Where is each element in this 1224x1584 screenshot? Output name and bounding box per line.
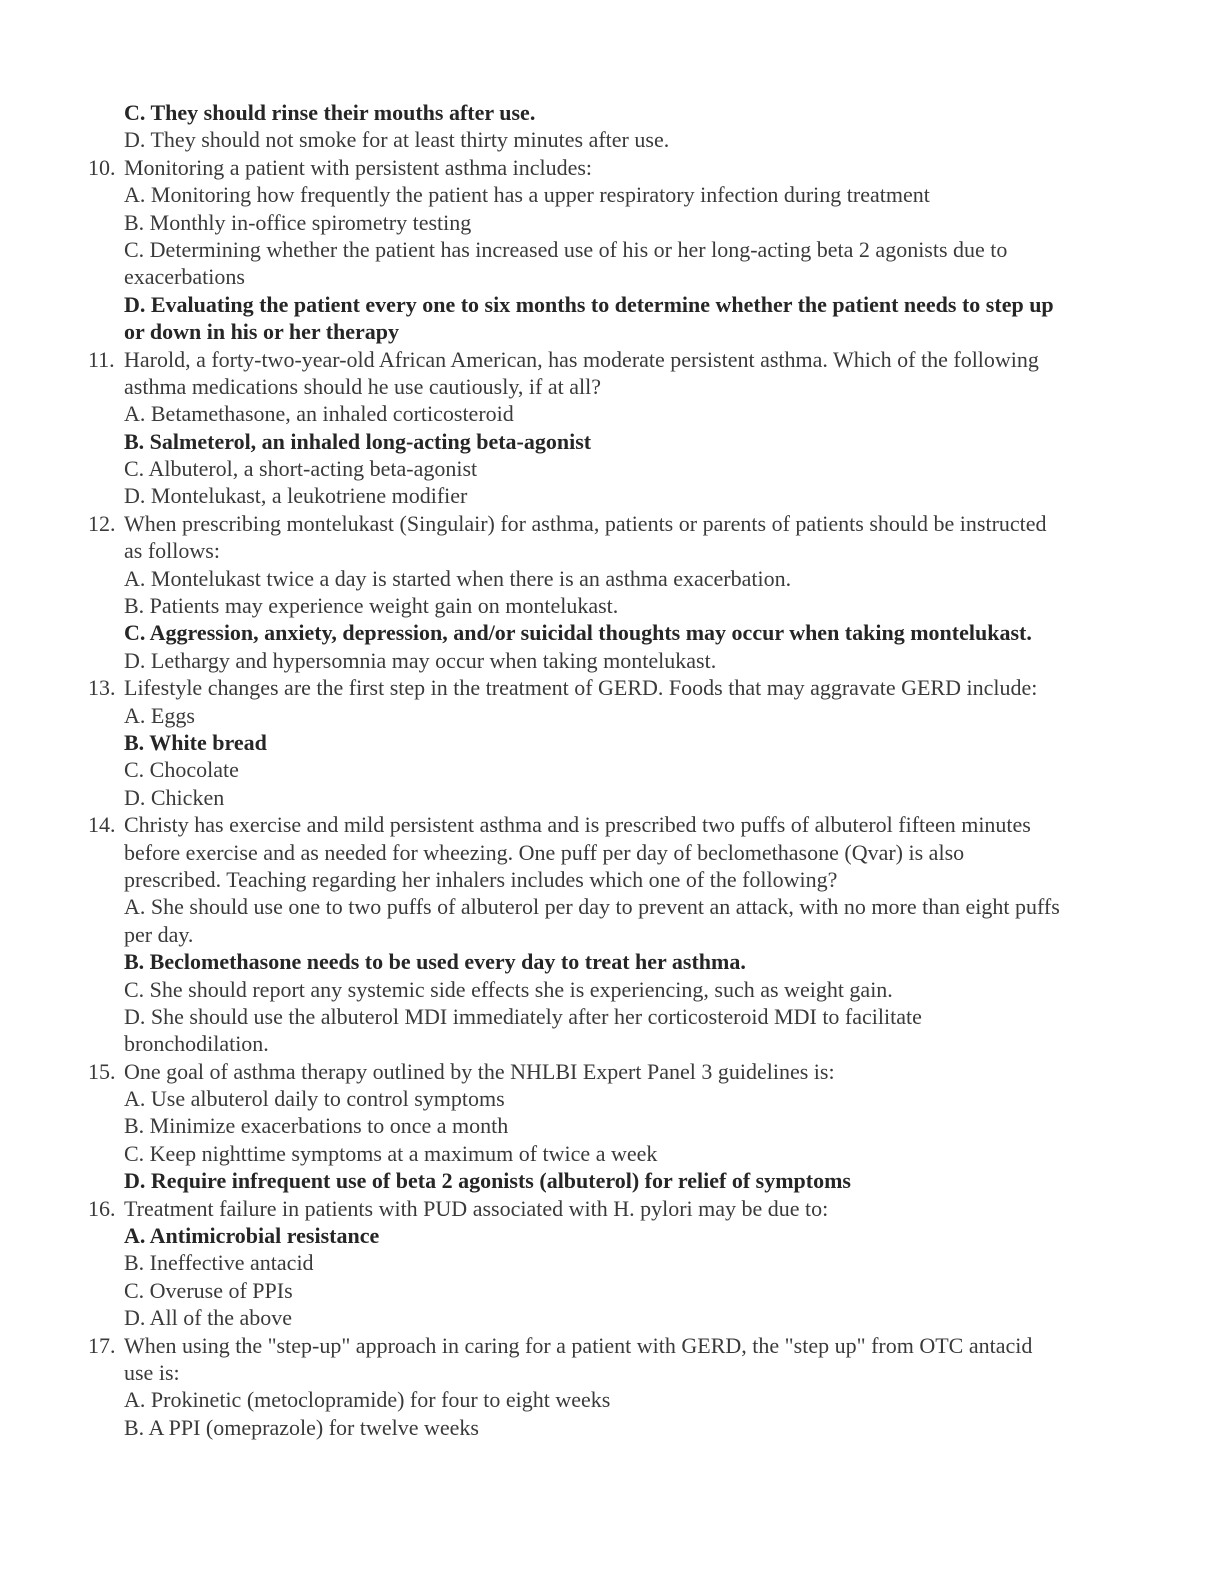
text-line <box>0 181 1224 208</box>
text-line <box>0 1359 1224 1386</box>
question-number: 12. <box>88 510 116 536</box>
line-text: D. Montelukast, a leukotriene modifier <box>124 483 468 509</box>
line-text: C. Keep nighttime symptoms at a maximum of twice a week <box>124 1140 658 1166</box>
question-number: 11. <box>88 346 115 372</box>
line-text: A. Montelukast twice a day is started when there is an asthma exacerbation. <box>124 565 792 591</box>
line-text: A. Betamethasone, an inhaled corticosteroid <box>124 401 514 427</box>
line-text: D. She should use the albuterol MDI immediately after her corticosteroid MDI to facilitate <box>124 1003 922 1029</box>
text-line <box>0 1085 1224 1112</box>
text-line <box>0 1140 1224 1167</box>
question-number: 17. <box>88 1332 116 1358</box>
text-line <box>0 482 1224 509</box>
correct-answer-text: D. Require infrequent use of beta 2 agonists (albuterol) for relief of symptoms <box>124 1168 851 1194</box>
question-stem-line <box>0 1058 1224 1085</box>
text-line <box>0 99 1224 126</box>
line-text: Christy has exercise and mild persistent asthma and is prescribed two puffs of albuterol fifteen minutes <box>124 812 1031 838</box>
text-line <box>0 784 1224 811</box>
text-line <box>0 893 1224 920</box>
line-text: B. Minimize exacerbations to once a month <box>124 1113 509 1139</box>
text-line <box>0 291 1224 318</box>
text-line <box>0 921 1224 948</box>
line-text: B. A PPI (omeprazole) for twelve weeks <box>124 1414 479 1440</box>
line-text: A. Monitoring how frequently the patient has a upper respiratory infection during treatment <box>124 182 930 208</box>
correct-answer-text: C. They should rinse their mouths after use. <box>124 100 536 125</box>
correct-answer-text: B. White bread <box>124 729 267 755</box>
line-text: before exercise and as needed for wheezing. One puff per day of beclomethasone (Qvar) is also <box>124 839 965 865</box>
line-text: When using the "step-up" approach in caring for a patient with GERD, the "step up" from OTC antacid <box>124 1332 1033 1358</box>
text-line <box>0 756 1224 783</box>
line-text: A. Eggs <box>124 702 195 728</box>
text-line <box>0 948 1224 975</box>
line-text: per day. <box>124 921 194 947</box>
line-text: A. Use albuterol daily to control symptoms <box>124 1086 505 1112</box>
question-stem-line <box>0 1332 1224 1359</box>
text-line <box>0 976 1224 1003</box>
text-line <box>0 263 1224 290</box>
text-line <box>0 647 1224 674</box>
text-line <box>0 537 1224 564</box>
line-text: as follows: <box>124 538 220 564</box>
question-number: 14. <box>88 812 116 838</box>
text-line <box>0 729 1224 756</box>
line-text: C. Determining whether the patient has increased use of his or her long-acting beta 2 agonists due to <box>124 236 1008 262</box>
text-line <box>0 1249 1224 1276</box>
text-line <box>0 318 1224 345</box>
question-stem-line <box>0 154 1224 181</box>
line-text: C. She should report any systemic side effects she is experiencing, such as weight gain. <box>124 976 893 1002</box>
line-text: When prescribing montelukast (Singulair) for asthma, patients or parents of patients should be instructed <box>124 510 1047 536</box>
text-line <box>0 400 1224 427</box>
line-text: Harold, a forty-two-year-old African American, has moderate persistent asthma. Which of the following <box>124 346 1039 372</box>
line-text: D. All of the above <box>124 1305 293 1331</box>
text-line <box>0 1112 1224 1139</box>
text-line <box>0 1222 1224 1249</box>
text-line <box>0 373 1224 400</box>
text-line <box>0 592 1224 619</box>
line-text: C. Overuse of PPIs <box>124 1277 293 1303</box>
correct-answer-text: D. Evaluating the patient every one to six months to determine whether the patient needs to step up <box>124 291 1054 317</box>
text-line <box>0 428 1224 455</box>
text-line <box>0 455 1224 482</box>
question-number: 13. <box>88 675 116 701</box>
correct-answer-text: B. Salmeterol, an inhaled long-acting beta-agonist <box>124 428 592 454</box>
line-text: Lifestyle changes are the first step in the treatment of GERD. Foods that may aggravate GERD include: <box>124 675 1038 701</box>
text-line <box>0 1386 1224 1413</box>
line-text: B. Patients may experience weight gain on montelukast. <box>124 593 619 619</box>
question-stem-line <box>0 510 1224 537</box>
line-text: A. Prokinetic (metoclopramide) for four to eight weeks <box>124 1387 611 1413</box>
question-number: 15. <box>88 1058 116 1084</box>
text-line <box>0 126 1224 153</box>
correct-answer-text: B. Beclomethasone needs to be used every day to treat her asthma. <box>124 949 746 975</box>
line-text: A. She should use one to two puffs of albuterol per day to prevent an attack, with no more than eight puffs <box>124 894 1060 920</box>
line-text: D. They should not smoke for at least thirty minutes after use. <box>124 127 670 153</box>
text-line <box>0 866 1224 893</box>
line-text: C. Albuterol, a short-acting beta-agonist <box>124 456 478 482</box>
text-line <box>0 1003 1224 1030</box>
correct-answer-text: A. Antimicrobial resistance <box>124 1223 380 1249</box>
text-line <box>0 236 1224 263</box>
question-number: 10. <box>88 154 116 180</box>
line-text: prescribed. Teaching regarding her inhalers includes which one of the following? <box>124 866 838 892</box>
text-line <box>0 209 1224 236</box>
text-line <box>0 1030 1224 1057</box>
line-text: D. Chicken <box>124 784 225 810</box>
question-stem-line <box>0 1195 1224 1222</box>
correct-answer-text: or down in his or her therapy <box>124 319 400 345</box>
text-line <box>0 702 1224 729</box>
line-text: use is: <box>124 1359 180 1385</box>
line-text: B. Monthly in-office spirometry testing <box>124 209 472 235</box>
text-line <box>0 565 1224 592</box>
question-stem-line <box>0 674 1224 701</box>
correct-answer-text: C. Aggression, anxiety, depression, and/or suicidal thoughts may occur when taking montelukast. <box>124 620 1032 646</box>
line-text: Monitoring a patient with persistent asthma includes: <box>124 154 593 180</box>
line-text: C. Chocolate <box>124 757 239 783</box>
question-text-body <box>0 99 1224 1441</box>
question-stem-line <box>0 811 1224 838</box>
text-line <box>0 1414 1224 1441</box>
line-text: D. Lethargy and hypersomnia may occur when taking montelukast. <box>124 647 717 673</box>
question-number: 16. <box>88 1195 116 1221</box>
line-text: exacerbations <box>124 264 245 290</box>
line-text: B. Ineffective antacid <box>124 1250 314 1276</box>
text-line <box>0 839 1224 866</box>
question-stem-line <box>0 346 1224 373</box>
line-text: Treatment failure in patients with PUD associated with H. pylori may be due to: <box>124 1195 829 1221</box>
text-line <box>0 1167 1224 1194</box>
line-text: bronchodilation. <box>124 1031 269 1057</box>
line-text: One goal of asthma therapy outlined by the NHLBI Expert Panel 3 guidelines is: <box>124 1058 835 1084</box>
text-line <box>0 1304 1224 1331</box>
line-text: asthma medications should he use cautiously, if at all? <box>124 373 601 399</box>
text-line <box>0 619 1224 646</box>
text-line <box>0 1277 1224 1304</box>
